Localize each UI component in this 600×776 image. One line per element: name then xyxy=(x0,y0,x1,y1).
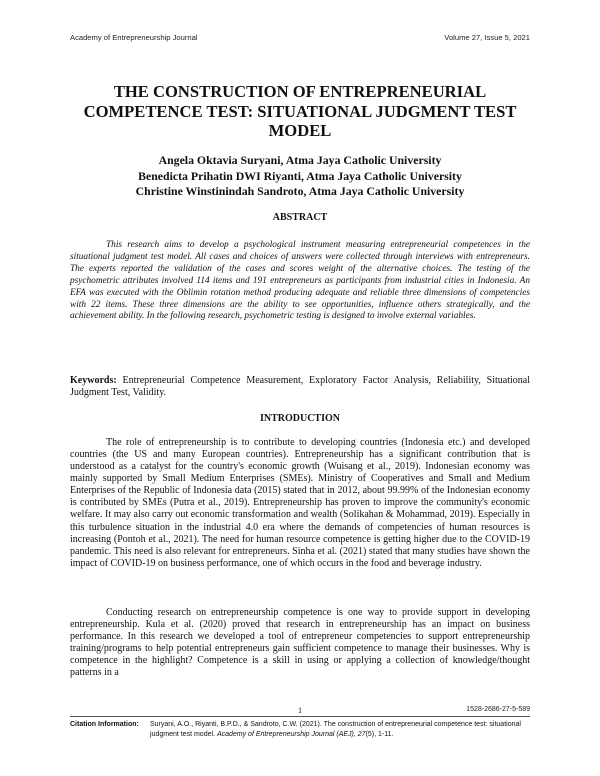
citation-issue: (5), 1-11. xyxy=(365,731,394,738)
body-paragraph: The role of entrepreneurship is to contribute to developing countries (Indonesia etc.) and developed countries (the US and many European countries). Entrepreneurship has a significant contribution that is understood as a catalyst for the country's economic growth (Wuisang et al., 2019). Indonesian economy was mainly supported by Small Medium Enterprises (SMEs). Ministry of Cooperatives and Small and Medium Enterprises of the Republic of Indonesia data (2015) stated that in 2012, about 99.99% of the Indonesian economy is contributed by SMEs (Putra et al., 2019). Entrepreneurship has proven to improve the community's economic welfare. It may also carry out economic transformation and wealth (Solikahan & Mohammad, 2019). Especially in this turbulence situation in the industrial 4.0 era where the demands of competencies of human resources is increasing (Pontoh et al., 2021). The need for human resource competence is getting higher due to the COVID-19 pandemic. This need is also relevant for entrepreneurs. Sinha et al. (2021) stated that many studies have shown the impact of COVID-19 on business performance, one of which occurs in the food and beverage industry. xyxy=(70,437,530,569)
author-line: Angela Oktavia Suryani, Atma Jaya Catholic University xyxy=(158,153,442,167)
body-paragraph: Conducting research on entrepreneurship competence is one way to provide support in developing entrepreneurship. Kula et al. (2020) proved that research in entrepreneurship has an impact on business performance. In this research we developed a tool of entrepreneur competencies to support entrepreneurship training/programs to help potential entrepreneurs gain sufficient competence to manage their businesses. Why is competence in the highlight? Competence is a skill in using or applying a collection of knowledge/thought patterns in a xyxy=(70,607,530,679)
citation-label: Citation Information: xyxy=(70,721,139,728)
volume-issue: Volume 27, Issue 5, 2021 xyxy=(444,33,530,42)
footer-divider xyxy=(70,716,530,717)
introduction-heading: INTRODUCTION xyxy=(259,413,340,424)
citation-text xyxy=(150,720,530,740)
author-line: Christine Winstinindah Sandroto, Atma Jaya Catholic University xyxy=(135,184,465,198)
author-list xyxy=(70,153,530,200)
journal-name: Academy of Entrepreneurship Journal xyxy=(70,33,198,42)
abstract-heading: ABSTRACT xyxy=(272,212,328,223)
keywords-text: Entrepreneurial Competence Measurement, Exploratory Factor Analysis, Reliability, Situational Judgment Test, Validity. xyxy=(70,375,531,399)
issn: 1528-2686-27-5-589 xyxy=(466,706,530,713)
keywords-label: Keywords: xyxy=(70,375,117,386)
keywords xyxy=(70,375,530,399)
author-line: Benedicta Prihatin DWI Riyanti, Atma Jaya Catholic University xyxy=(138,168,462,183)
citation-journal: Academy of Entrepreneurship Journal (AEJ), 27 xyxy=(216,731,366,738)
citation-information xyxy=(70,720,530,740)
citation-body: Suryani, A.O., Riyanti, B.P.D., & Sandroto, C.W. (2021). The construction of entrepreneurial competence test: situational judgment test model. xyxy=(150,721,521,738)
page-number: 1 xyxy=(298,706,302,715)
abstract-text: This research aims to develop a psychological instrument measuring entrepreneurial competences in the situational judgment test model. All cases and choices of answers were collected through interviews with entrepreneurs. The experts reported the validation of the cases and scores weight of the alternative choices. The testing of the psychometric attributes involved 114 items and 191 entrepreneurs as participants from industrial cities in Indonesia. An EFA was executed with the Oblimin rotation method producing adequate and reliable three dimensions of competencies with 22 items. These three dimensions are the ability to see opportunities, influence others strategically, and the achievement ability. In the following research, psychometric testing is designed to involve external variables. xyxy=(70,240,530,322)
paper-title: THE CONSTRUCTION OF ENTREPRENEURIAL COMPETENCE TEST: SITUATIONAL JUDGMENT TEST MODEL xyxy=(83,82,517,140)
